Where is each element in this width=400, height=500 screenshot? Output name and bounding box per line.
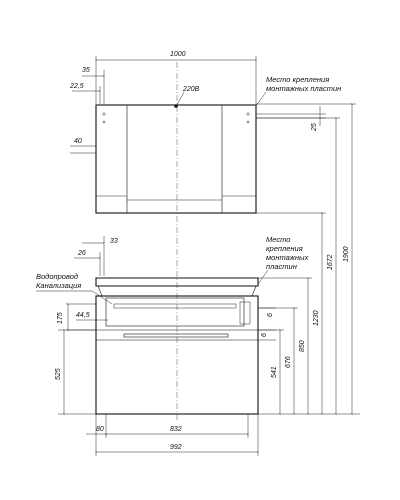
dim-992-label: 992	[170, 444, 182, 451]
power-label: 220В	[183, 86, 200, 93]
mirror-cabinet	[96, 104, 256, 213]
dim-175	[57, 304, 108, 330]
dim-44-5-label: 44,5	[76, 312, 90, 319]
dim-6a-label: 6	[267, 313, 274, 317]
dim-mirror-width	[96, 51, 256, 104]
mount-note-mid-line1: Место	[266, 235, 291, 244]
dim-525	[55, 330, 96, 414]
mount-note-top-line2: монтажных пластин	[266, 84, 342, 93]
dim-525-label: 525	[55, 368, 62, 380]
dim-22-5-label: 22,5	[70, 83, 84, 90]
dim-25	[256, 106, 326, 132]
dim-175-label: 175	[57, 312, 64, 324]
dim-541-label: 541	[271, 366, 278, 378]
plumbing-labels	[36, 272, 112, 304]
sewer-label: Канализация	[36, 281, 82, 290]
dim-1000-label: 1000	[170, 51, 186, 58]
dim-850-label: 850	[299, 340, 306, 352]
mount-note-top	[256, 75, 341, 106]
mount-note-mid-line2: крепления	[266, 244, 303, 253]
dim-right-chain	[96, 104, 360, 414]
dim-33-label: 33	[110, 238, 118, 245]
water-label: Водопровод	[36, 272, 79, 281]
mount-note-mid-line4: пластин	[266, 262, 297, 271]
mount-note-top-line1: Место крепления	[266, 75, 330, 84]
dim-80-label: 80	[96, 426, 104, 433]
dim-33-26	[74, 236, 118, 276]
mount-note-mid-line3: монтажных	[266, 253, 309, 262]
dim-40	[70, 138, 96, 153]
dim-676-label: 676	[285, 356, 292, 368]
dim-left-top	[69, 67, 104, 104]
dim-1672-label: 1672	[327, 254, 334, 270]
dim-25-label: 25	[311, 123, 318, 131]
dim-1230-label: 1230	[313, 310, 320, 326]
dim-35-label: 35	[82, 67, 90, 74]
dim-832-label: 832	[170, 426, 182, 433]
dim-bottom	[86, 414, 258, 456]
dim-26-label: 26	[78, 250, 86, 257]
dim-6-6	[258, 308, 276, 340]
dim-6b-label: 6	[261, 333, 268, 337]
dim-40-label: 40	[74, 138, 82, 145]
dim-1900-label: 1900	[343, 246, 350, 262]
mount-note-mid	[258, 235, 309, 284]
